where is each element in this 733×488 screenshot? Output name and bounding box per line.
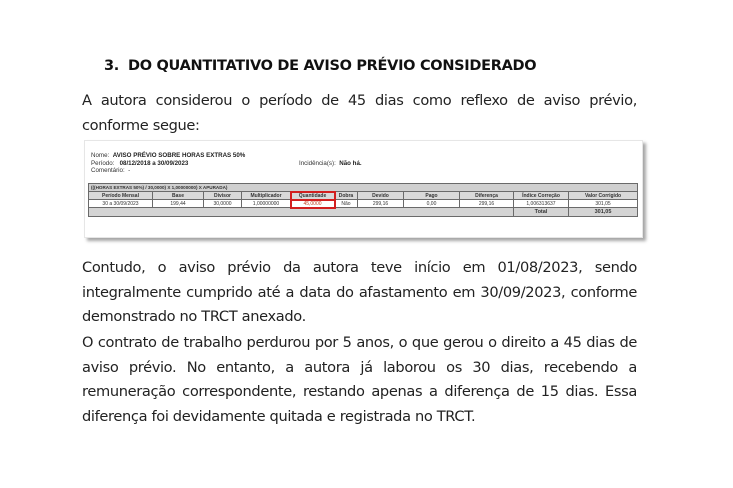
col-dobra: Dobra — [335, 192, 358, 200]
report-period-value: 08/12/2018 a 30/09/2023 — [119, 160, 189, 167]
cell-quantidade-highlighted: 45,0000 — [291, 200, 335, 208]
total-label: Total — [514, 208, 569, 217]
cell-valor-corrigido: 301,05 — [569, 200, 638, 208]
cell-devido: 299,16 — [358, 200, 404, 208]
cell-pago: 0,00 — [404, 200, 460, 208]
cell-base: 199,44 — [153, 200, 204, 208]
report-incidence: Incidência(s): Não há. — [299, 160, 362, 167]
section-heading — [104, 58, 536, 74]
section-number: 3. — [104, 58, 119, 74]
col-valor-corrigido: Valor Corrigido — [569, 192, 638, 200]
col-indice: Índice Correção — [514, 192, 569, 200]
cell-periodo: 30 a 30/09/2023 — [89, 200, 153, 208]
paragraph-aviso-inicio: Contudo, o aviso prévio da autora teve início em 01/08/2023, sendo integralmente cumprido até a data do afastamento em 30/09/2023, conforme demonstrado no TRCT anexado. — [82, 259, 637, 325]
cell-indice: 1,00631363​7 — [514, 200, 569, 208]
formula-row — [89, 184, 638, 192]
col-periodo: Período Mensal — [89, 192, 153, 200]
col-divisor: Divisor — [204, 192, 242, 200]
calculation-table — [88, 183, 638, 217]
cell-multiplicador: 1,00000000 — [242, 200, 291, 208]
table-row — [89, 200, 638, 208]
col-pago: Pago — [404, 192, 460, 200]
col-base: Base — [153, 192, 204, 200]
intro-paragraph: A autora considerou o período de 45 dias como reflexo de aviso prévio, conforme segue: — [82, 92, 637, 134]
col-devido: Devido — [358, 192, 404, 200]
col-quantidade: Quantidade — [291, 192, 335, 200]
cell-divisor: 30,0000 — [204, 200, 242, 208]
header-row — [89, 192, 638, 200]
col-diferenca: Diferença — [460, 192, 514, 200]
cell-diferenca: 299,16 — [460, 200, 514, 208]
report-name: Nome: AVISO PRÉVIO SOBRE HORAS EXTRAS 50% — [91, 152, 246, 159]
report-comment: Comentário: - — [91, 167, 131, 174]
cell-dobra: Não — [335, 200, 358, 208]
col-multiplicador: Multiplicador — [242, 192, 291, 200]
paragraph-contrato: O contrato de trabalho perdurou por 5 anos, o que gerou o direito a 45 dias de aviso prévio. No entanto, a autora já laborou os 30 dias, recebendo a remuneração correspondente, restando apenas a diferença de 15 dias. Essa diferença foi devidamente quitada e registrada no TRCT. — [82, 334, 637, 425]
embedded-report-image — [84, 140, 643, 238]
report-incidence-value: Não há. — [339, 160, 362, 167]
total-row — [89, 208, 638, 217]
formula-text: (((HORAS EXTRAS 50%) / 30,0000) X 1,00000000) X APURADA) — [89, 184, 638, 192]
section-title: DO QUANTITATIVO DE AVISO PRÉVIO CONSIDERADO — [128, 58, 537, 74]
report-name-value: AVISO PRÉVIO SOBRE HORAS EXTRAS 50% — [112, 152, 246, 159]
total-spacer — [89, 208, 514, 217]
total-value: 301,05 — [569, 208, 638, 217]
report-period: Período: 08/12/2018 a 30/09/2023 — [91, 160, 189, 167]
